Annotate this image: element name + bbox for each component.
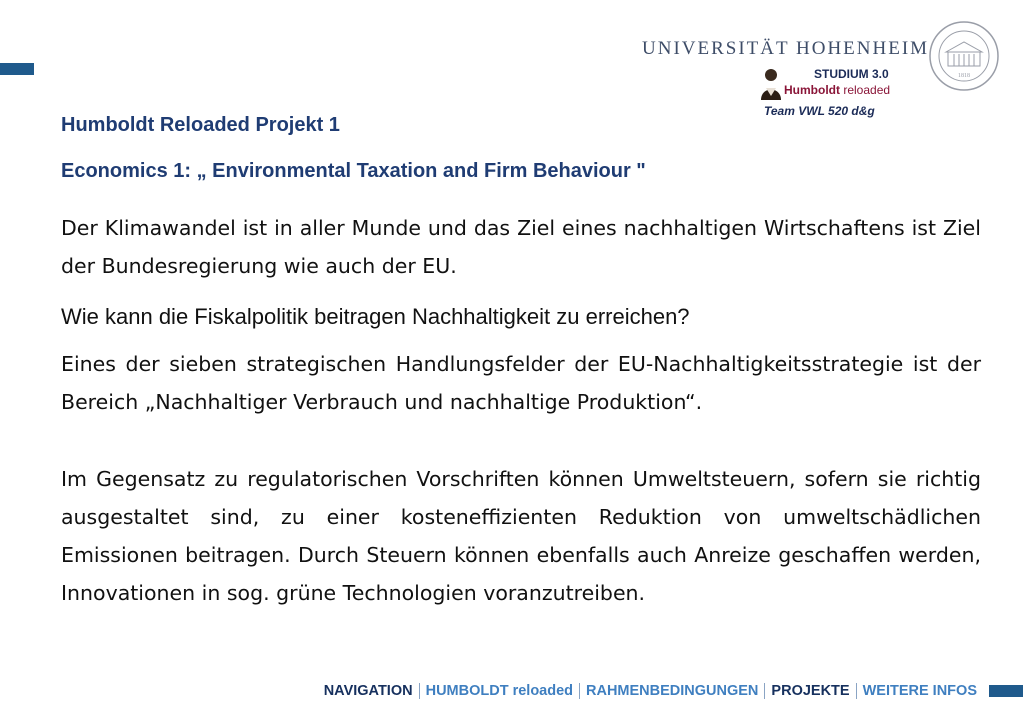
nav-item-rahmenbedingungen[interactable]: RAHMENBEDINGUNGEN <box>586 683 759 699</box>
question-heading: Wie kann die Fiskalpolitik beitragen Nachhaltigkeit zu erreichen? <box>61 304 690 329</box>
nav-item-weitere-infos[interactable]: WEITERE INFOS <box>862 683 977 699</box>
university-name: UNIVERSITÄT HOHENHEIM <box>642 38 930 59</box>
strategy-paragraph: Eines der sieben strategischen Handlungsfelder der EU-Nachhaltigkeitsstrategie ist der Bereich „Nachhaltiger Verbrauch und nachhaltige Produktion“. <box>61 352 981 414</box>
seal-year: 1818 <box>958 73 970 79</box>
left-accent-bar <box>0 63 34 75</box>
team-label: Team VWL 520 d&g <box>764 104 875 118</box>
nav-item-projekte[interactable]: PROJEKTE <box>771 683 850 699</box>
humboldt-text: Humboldt <box>784 83 840 97</box>
nav-end-bar <box>989 685 1023 697</box>
program-label: STUDIUM 3.0 <box>814 67 889 81</box>
humboldt-portrait-icon <box>758 66 784 100</box>
page-subtitle: Economics 1: „ Environmental Taxation and Firm Behaviour " <box>61 160 646 182</box>
humboldt-reloaded-logo <box>784 83 890 97</box>
nav-item-navigation[interactable]: NAVIGATION <box>323 683 413 699</box>
tax-paragraph: Im Gegensatz zu regulatorischen Vorschriften können Umweltsteuern, sofern sie richtig ausgestaltet sind, zu einer kosteneffizienten Reduktion von umweltschädlichen Emissionen beitragen. Durch Steuern können ebenfalls auch Anreize geschaffen werden, Innovationen in sog. grüne Technologien voranzutreiben. <box>61 467 981 605</box>
reloaded-text: reloaded <box>843 83 891 97</box>
page-title: Humboldt Reloaded Projekt 1 <box>61 114 340 136</box>
footer-navigation <box>318 679 1023 703</box>
university-seal-icon <box>928 20 1000 92</box>
intro-paragraph: Der Klimawandel ist in aller Munde und das Ziel eines nachhaltigen Wirtschaftens ist Ziel der Bundesregierung wie auch der EU. <box>61 216 981 278</box>
nav-item-humboldt-reloaded[interactable]: HUMBOLDT reloaded <box>425 683 574 699</box>
